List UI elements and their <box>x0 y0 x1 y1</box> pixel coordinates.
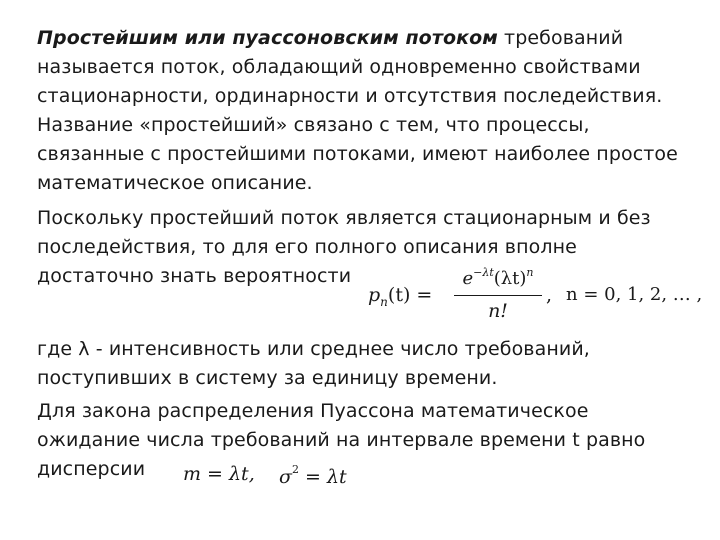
poisson-moments-paragraph: Для закона распределения Пуассона математическое ожидание числа требований на интервале времени t равно дисперсии <box>37 400 646 480</box>
poisson-probability-formula <box>368 262 703 328</box>
definition-text: требований называется поток, обладающий одновременно свойствами стационарности, ординарности и отсутствия последействия. Название «простейший» связано с тем, что процессы, связанные с простейшими потоками, имеют наиболее простое математическое описание. <box>37 27 678 194</box>
variance-formula: $\sigma^2 = \lambda t$ <box>279 463 347 488</box>
formula-index-range: n = 0, 1, 2, … , <box>566 284 703 305</box>
formula-fraction <box>454 262 542 328</box>
lambda-paragraph: где λ - интенсивность или среднее число требований, поступивших в систему за единицу времени. <box>37 338 590 389</box>
expectation-formula: m = λt, <box>183 463 255 485</box>
formula-lhs: $p_n(t)$ = <box>368 284 433 309</box>
formula-numerator: $e^{-\lambda t}(\lambda t)^n$ <box>462 266 534 289</box>
formula-denominator: n! <box>488 300 508 322</box>
fraction-bar <box>454 295 542 296</box>
definition-paragraph <box>37 24 697 198</box>
formula-comma: , <box>546 284 553 306</box>
probabilities-paragraph: Поскольку простейший поток является стационарным и без последействия, то для его полного описания вполне достаточно знать вероятности <box>37 207 651 287</box>
expectation-variance-formula <box>183 455 383 491</box>
defined-term: Простейшим или пуассоновским потоком <box>37 27 498 49</box>
